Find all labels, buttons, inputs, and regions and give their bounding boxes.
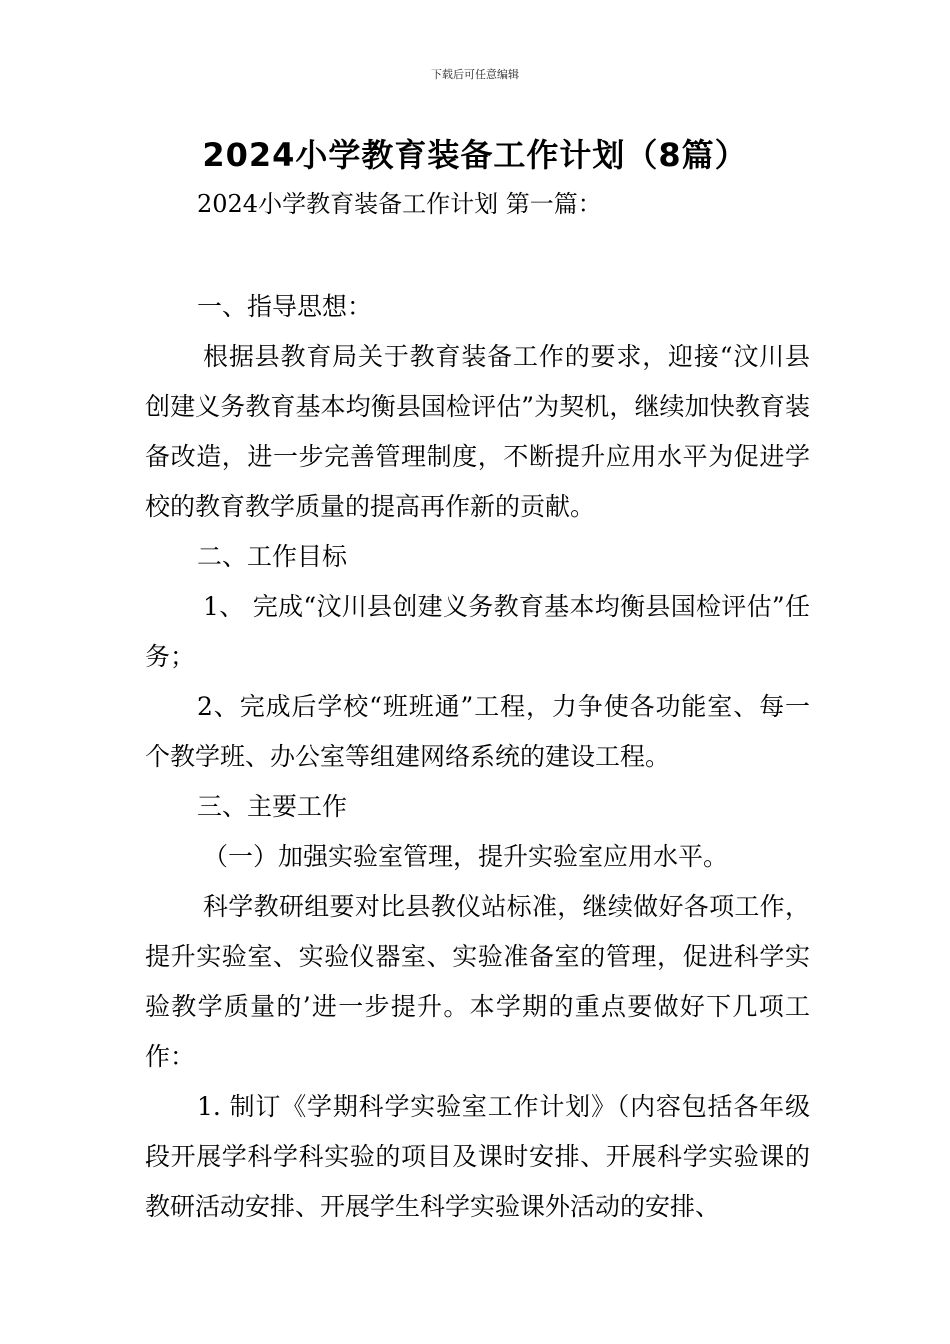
document-title: 2024小学教育装备工作计划（8篇） [202,136,748,174]
list-item: 2、完成后学校“班班通”工程，力争使各功能室、每一个教学班、办公室等组建网络系统的建设工程。 [145,692,810,771]
section-heading-guiding-thought: 一、指导思想： [197,292,373,321]
section-heading-work-goals: 二、工作目标 [197,542,348,571]
page-header-note: 下载后可任意编辑 [431,68,519,81]
section-heading-main-work: 三、主要工作 [197,792,348,821]
document-body [145,282,810,1232]
paragraph: 根据县教育局关于教育装备工作的要求，迎接“汶川县创建义务教育基本均衡县国检评估”为契机，继续加快教育装备改造，进一步完善管理制度，不断提升应用水平为促进学校的教育教学质量的提高再作新的贡献。 [145,342,810,521]
subsection-heading: （一）加强实验室管理，提升实验室应用水平。 [203,842,729,871]
paragraph: 科学教研组要对比县教仪站标准，继续做好各项工作，提升实验室、实验仪器室、实验准备室的管理，促进科学实验教学质量的’进一步提升。本学期的重点要做好下几项工作： [145,892,810,1071]
list-item: 1. 制订《学期科学实验室工作计划》（内容包括各年级段开展学科学科实验的项目及课时安排、开展科学实验课的教研活动安排、开展学生科学实验课外活动的安排、 [145,1092,810,1221]
list-item: 1、 完成“汶川县创建义务教育基本均衡县国检评估”任务； [145,592,810,671]
document-subtitle: 2024小学教育装备工作计划 第一篇： [197,190,602,218]
